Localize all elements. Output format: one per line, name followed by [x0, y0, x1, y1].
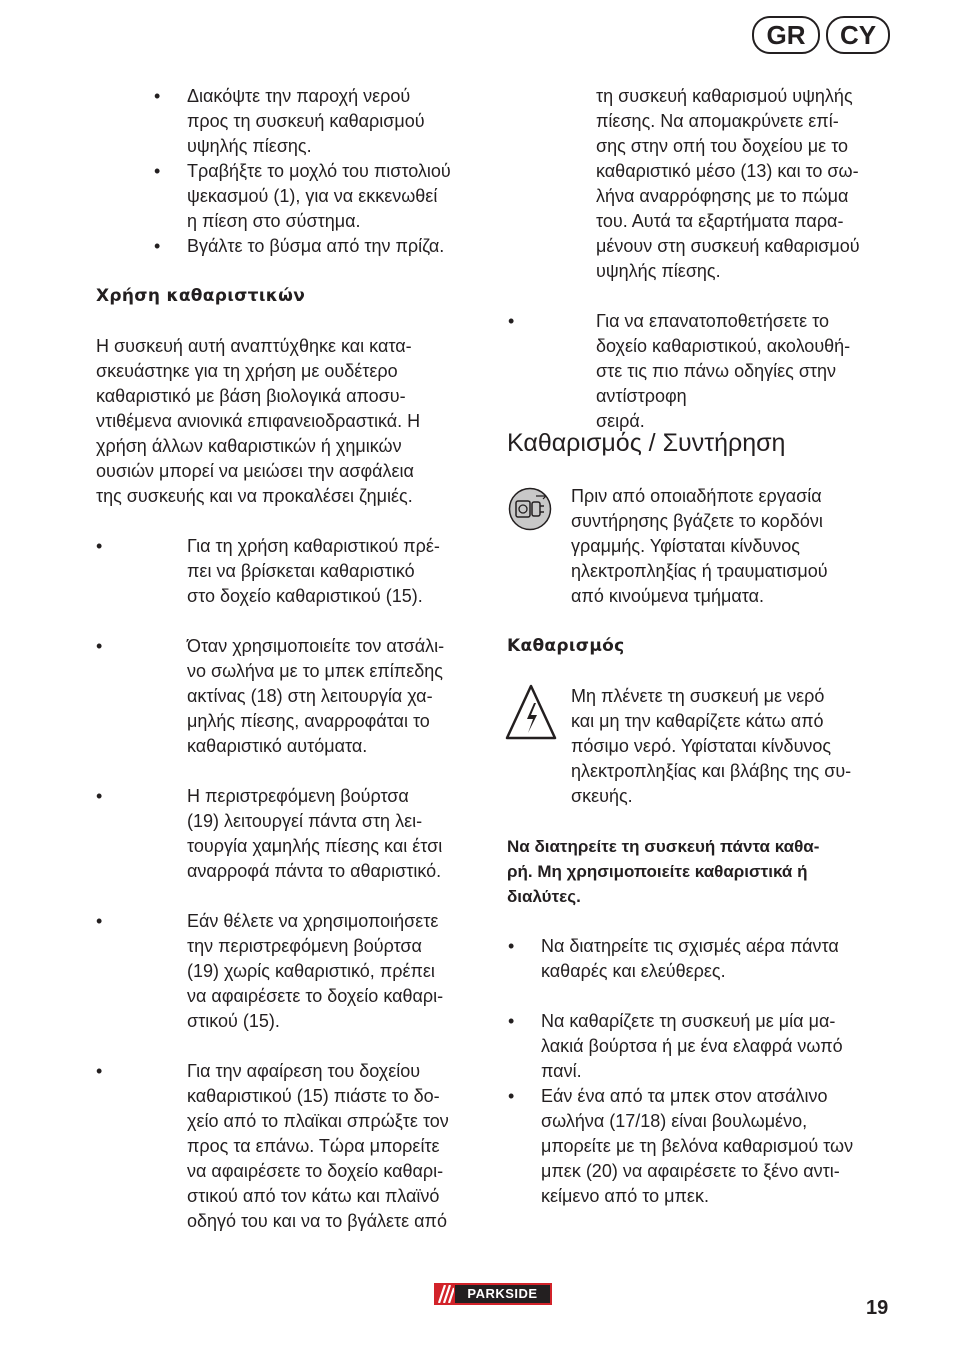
- warning-note: Μη πλένετε τη συσκευή με νερό και μη την καθαρίζετε κάτω από πόσιμο νερό. Υφίσταται κίνδυνος ηλεκτροπληξίας και βλάβης της συ- σκευής.: [571, 686, 852, 806]
- plug-icon: [508, 487, 552, 531]
- list-item-text: Η περιστρεφόμενη βούρτσα (19) λειτουργεί πάντα στη λει- τουργία χαμηλής πίεσης και έτσι αναρροφά πάντα το αθαριστικό.: [187, 786, 443, 881]
- list-item-text: Εάν θέλετε να χρησιμοποιήσετε την περιστρεφόμενη βούρτσα (19) χωρίς καθαριστικό, πρέπει να αφαιρέσετε το δοχείο καθαρι- στικού (15).: [187, 911, 444, 1031]
- bullet: •: [508, 1011, 515, 1031]
- warning-triangle-icon: [505, 683, 557, 741]
- heading-detergents: Χρήση καθαριστικών: [96, 286, 306, 306]
- paragraph-detergents: Η συσκευή αυτή αναπτύχθηκε και κατα- σκευάστηκε για τη χρήση με ουδέτερο καθαριστικό με βάση βιολογικά αποσυ- ντιθέμενα ανιονικά επιφανειοδραστικά. Η χρήση άλλων καθαριστικών ή χημικών ουσιών μπορεί να μειώσει την ασφάλεια της συσκευής και να προκαλέσει ζημιές.: [96, 336, 421, 506]
- list-item-text: Όταν χρησιμοποιείτε τον ατσάλι- νο σωλήνα με το μπεκ επίπεδης ακτίνας (18) στη λειτουργία χα- μηλής πίεσης, αναρροφάται το καθαριστικό αυτόματα.: [187, 636, 445, 756]
- list-item-text: Να διατηρείτε τις σχισμές αέρα πάντα καθαρές και ελεύθερες.: [541, 936, 839, 981]
- bullet: •: [96, 786, 103, 806]
- bullet: •: [508, 936, 515, 956]
- list-item: [508, 934, 898, 1009]
- paragraph-continuation: τη συσκευή καθαρισμού υψηλής πίεσης. Να απομακρύνετε επί- σης στην οπή του δοχείου με το καθαριστικό μέσο (13) και το σω- λήνα αναρρόφησης με το πώμα του. Αυτά τα εξαρτήματα παρα- μένουν στη συσκευή καθαρισμού υψηλής πίεσης.: [596, 86, 860, 281]
- list-item: [96, 784, 486, 909]
- list-item-text: Για να επανατοποθετήσετε το δοχείο καθαριστικού, ακολουθή- στε τις πιο πάνω οδηγίες στην αντίστροφη σειρά.: [596, 311, 851, 431]
- list-item: [96, 1059, 486, 1234]
- page-number: 19: [866, 1297, 889, 1319]
- list-item: [154, 84, 484, 159]
- bullet: •: [96, 1061, 103, 1081]
- language-cy-label: CY: [839, 20, 877, 50]
- bullet: •: [154, 161, 161, 181]
- list-item-text: Βγάλτε το βύσμα από την πρίζα.: [187, 236, 445, 256]
- bullet: •: [508, 1086, 515, 1106]
- list-item: [96, 634, 486, 784]
- left-top-bullets: [154, 84, 484, 259]
- right-cleaning-bullets: [508, 934, 898, 1209]
- logo-stripes-icon: [436, 1285, 454, 1303]
- bullet: •: [96, 636, 103, 656]
- bullet: •: [96, 536, 103, 556]
- bold-note: Να διατηρείτε τη συσκευή πάντα καθα- ρή. Μη χρησιμοποιείτε καθαριστικά ή διαλύτες.: [507, 837, 820, 906]
- language-gr-label: GR: [766, 20, 806, 50]
- left-detergent-bullets: [96, 534, 486, 1234]
- list-item-text: Για την αφαίρεση του δοχείου καθαριστικού (15) πιάστε το δο- χείο από το πλαϊκαι σπρώξτε τον προς τα επάνω. Τώρα μπορείτε να αφαιρέσετε το δοχείο καθαρι- στικού από τον κάτω και πλαϊνό οδηγό του και να το βγάλετε από: [187, 1061, 449, 1231]
- language-badge-gr: [752, 16, 820, 54]
- list-item: [508, 1084, 898, 1209]
- list-item: [154, 159, 484, 234]
- list-item: [508, 309, 898, 434]
- parkside-logo: [434, 1283, 552, 1305]
- list-item-text: Να καθαρίζετε τη συσκευή με μία μα- λακιά βούρτσα ή με ένα ελαφρά νωπό πανί.: [541, 1011, 843, 1081]
- brand-label: PARKSIDE: [455, 1285, 550, 1303]
- bullet: •: [96, 911, 103, 931]
- list-item: [154, 234, 484, 259]
- language-badge-cy: [826, 16, 890, 54]
- bullet: •: [508, 311, 515, 331]
- bullet: •: [154, 236, 161, 256]
- list-item-text: Τραβήξτε το μοχλό του πιστολιού ψεκασμού (1), για να εκκενωθεί η πίεση στο σύστημα.: [187, 161, 451, 231]
- list-item-text: Εάν ένα από τα μπεκ στον ατσάλινο σωλήνα (17/18) είναι βουλωμένο, μπορείτε με τη βελόνα καθαρισμού των μπεκ (20) να αφαιρέσετε το ξένο αντι- κείμενο από το μπεκ.: [541, 1086, 854, 1206]
- list-item: [96, 534, 486, 634]
- list-item-text: Για τη χρήση καθαριστικού πρέ- πει να βρίσκεται καθαριστικό στο δοχείο καθαριστικού (15).: [187, 536, 440, 606]
- list-item: [96, 909, 486, 1059]
- list-item: [508, 1009, 898, 1084]
- unplug-note: Πριν από οποιαδήποτε εργασία συντήρησης βγάζετε το κορδόνι γραμμής. Υφίσταται κίνδυνος ηλεκτροπληξίας ή τραυματισμού από κινούμενα τμήματα.: [571, 486, 828, 606]
- heading-cleaning: Καθαρισμός: [507, 636, 625, 656]
- bullet: •: [154, 86, 161, 106]
- heading-maintenance: Καθαρισμός / Συντήρηση: [507, 429, 786, 457]
- list-item-text: Διακόψτε την παροχή νερού προς τη συσκευή καθαρισμού υψηλής πίεσης.: [187, 86, 425, 156]
